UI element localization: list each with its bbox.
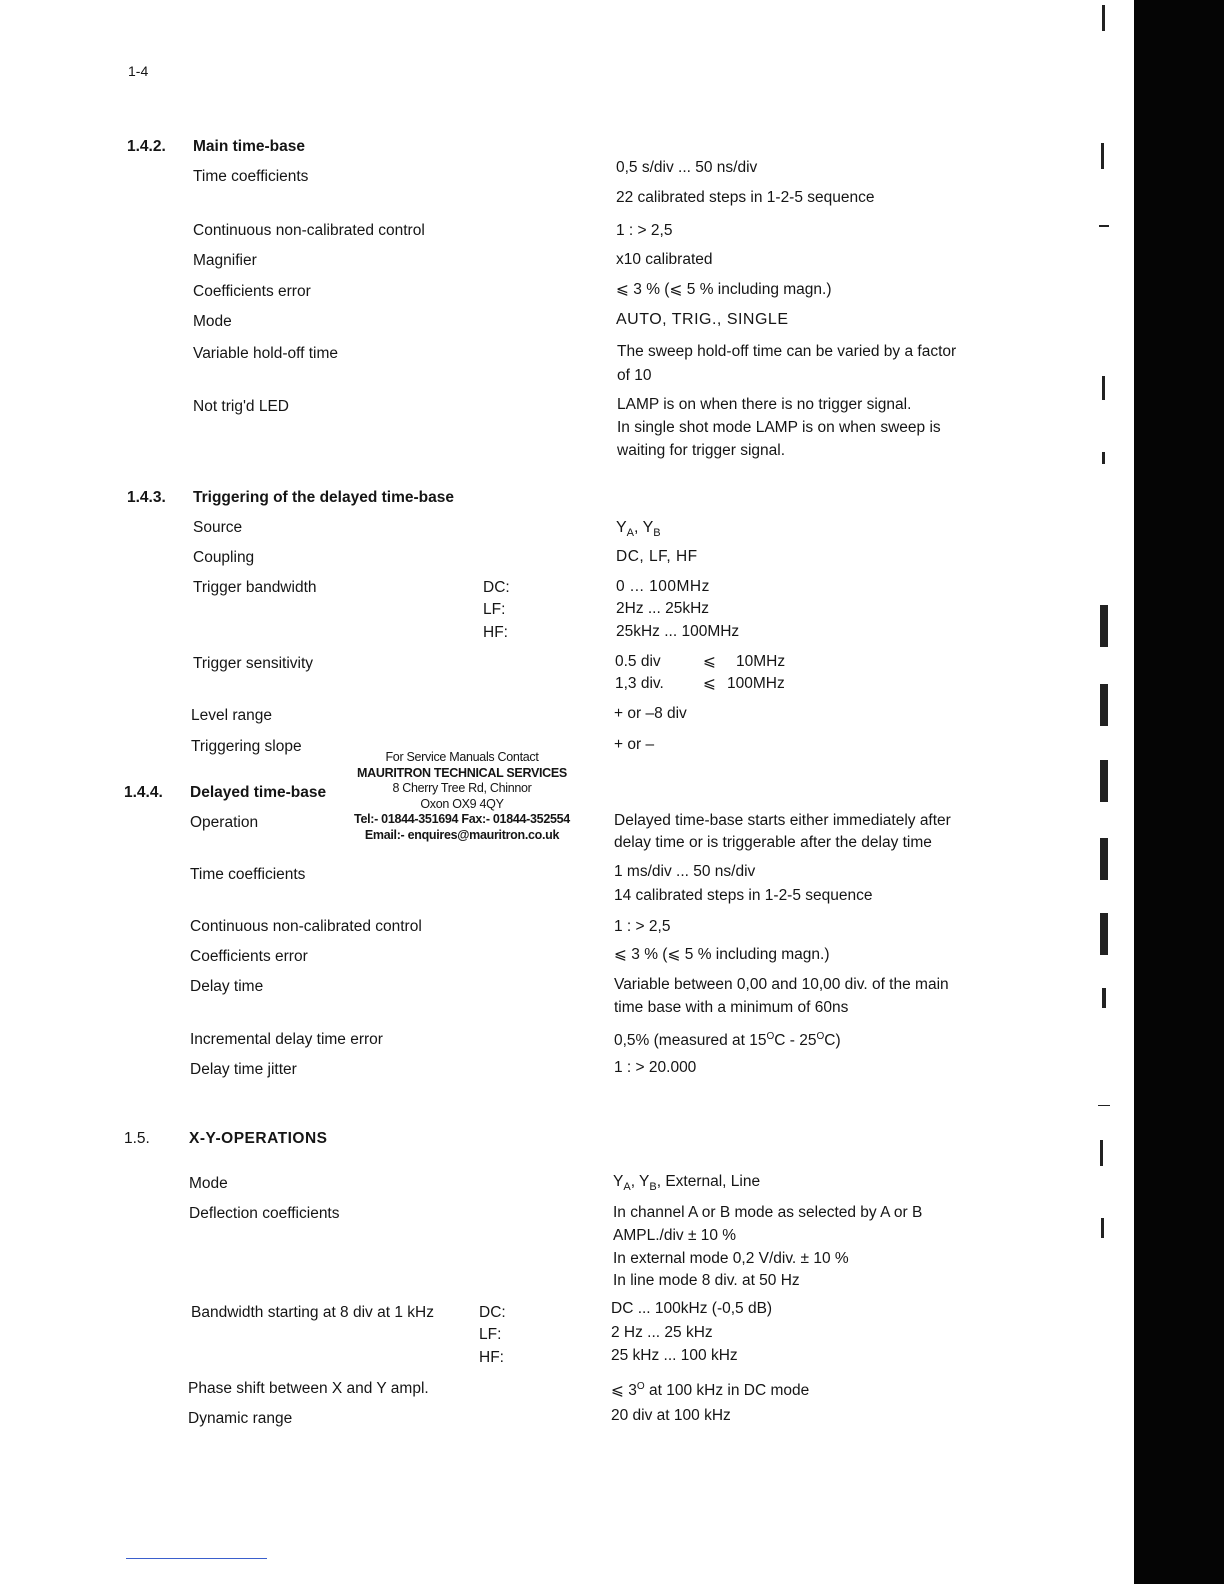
key-bw-hf: HF: [483, 624, 508, 641]
scan-mark [1100, 605, 1108, 647]
value-time-coefficients-range: 0,5 s/div ... 50 ns/div [616, 159, 758, 176]
label-delay-time-jitter: Delay time jitter [190, 1061, 297, 1078]
value-delayed-coefficients-error: ⩽ 3 % (⩽ 5 % including magn.) [614, 946, 830, 963]
scan-mark [1100, 760, 1108, 802]
value-coupling: DC, LF, HF [616, 548, 698, 565]
value-triggering-slope: + or – [614, 736, 655, 753]
label-delay-time: Delay time [190, 978, 264, 995]
value-sens-row1-symbol: ⩽ [703, 653, 716, 670]
label-mode: Mode [193, 313, 232, 330]
label-level-range: Level range [191, 707, 273, 724]
value-mode: AUTO, TRIG., SINGLE [616, 311, 789, 328]
scan-mark [1100, 684, 1108, 726]
label-phase-shift: Phase shift between X and Y ampl. [188, 1380, 429, 1397]
key-bw-lf: LF: [483, 601, 506, 618]
value-deflection-line1: In channel A or B mode as selected by A or B [613, 1204, 923, 1221]
label-triggering-slope: Triggering slope [191, 738, 302, 755]
value-xy-bw-dc: DC ... 100kHz (-0,5 dB) [611, 1300, 773, 1317]
section-number-1-5: 1.5. [124, 1130, 150, 1147]
value-sens-row2-freq: 100MHz [727, 675, 785, 692]
value-delay-time-jitter: 1 : > 20.000 [614, 1059, 697, 1076]
value-led-line1: LAMP is on when there is no trigger signal. [617, 396, 912, 413]
key-xy-bw-dc: DC: [479, 1304, 506, 1321]
label-trigger-bandwidth: Trigger bandwidth [193, 579, 317, 596]
value-phase-shift: ⩽ $3^O$ at 100 kHz in DC mode [611, 1381, 810, 1399]
value-led-line2: In single shot mode LAMP is on when sweep is [617, 419, 941, 436]
label-delayed-time-coefficients: Time coefficients [190, 866, 306, 883]
value-operation-line1: Delayed time-base starts either immediately after [614, 812, 951, 829]
service-contact-stamp [352, 750, 572, 843]
section-number-1-4-4: 1.4.4. [124, 784, 163, 801]
value-magnifier: x10 calibrated [616, 251, 713, 268]
contact-line-4: Oxon OX9 4QY [420, 796, 504, 811]
label-source: Source [193, 519, 243, 536]
value-sens-row1-div: 0.5 div [615, 653, 661, 670]
contact-line-6: Email:- enquires@mauritron.co.uk [364, 827, 560, 842]
scan-edge-bar [1134, 0, 1224, 1584]
value-holdoff-line1: The sweep hold-off time can be varied by a factor [617, 343, 957, 360]
footer-rule [126, 1558, 267, 1559]
value-delayed-tc-steps: 14 calibrated steps in 1-2-5 sequence [614, 887, 873, 904]
section-title-main-time-base: Main time-base [193, 138, 305, 155]
contact-line-1: For Service Manuals Contact [385, 750, 539, 764]
label-delayed-coefficients-error: Coefficients error [190, 948, 308, 965]
value-coefficients-error: ⩽ 3 % (⩽ 5 % including magn.) [616, 281, 832, 298]
label-incremental-delay-error: Incremental delay time error [190, 1031, 383, 1048]
section-title-triggering-delayed: Triggering of the delayed time-base [193, 489, 454, 506]
label-time-coefficients: Time coefficients [193, 168, 309, 185]
scan-mark [1100, 1140, 1103, 1166]
value-xy-bw-lf: 2 Hz ... 25 kHz [611, 1324, 713, 1341]
value-deflection-line4: In line mode 8 div. at 50 Hz [613, 1272, 800, 1289]
value-bw-dc: 0 ... 100MHz [616, 578, 710, 595]
label-dynamic-range: Dynamic range [188, 1410, 293, 1427]
scan-mark [1102, 452, 1105, 464]
value-delayed-continuous-control: 1 : > 2,5 [614, 918, 671, 935]
label-xy-bandwidth: Bandwidth starting at 8 div at 1 kHz [191, 1304, 434, 1321]
value-delay-time-line1: Variable between 0,00 and 10,00 div. of the main [614, 976, 949, 993]
scan-mark [1099, 225, 1109, 227]
scan-mark [1102, 5, 1105, 31]
label-operation: Operation [190, 814, 259, 831]
contact-line-2: MAURITRON TECHNICAL SERVICES [357, 765, 567, 780]
label-continuous-control: Continuous non-calibrated control [193, 222, 425, 239]
value-led-line3: waiting for trigger signal. [617, 442, 785, 459]
value-xy-mode: $Y_A$, $Y_B$, External, Line [613, 1173, 761, 1193]
scan-mark [1102, 988, 1106, 1008]
label-variable-holdoff: Variable hold-off time [193, 345, 339, 362]
value-continuous-control: 1 : > 2,5 [616, 222, 673, 239]
value-delay-time-line2: time base with a minimum of 60ns [614, 999, 849, 1016]
scan-mark [1101, 143, 1104, 169]
scan-mark [1098, 1105, 1110, 1106]
value-bw-lf: 2Hz ... 25kHz [616, 600, 710, 617]
value-delayed-tc-range: 1 ms/div ... 50 ns/div [614, 863, 756, 880]
section-title-xy-operations: X-Y-OPERATIONS [189, 1130, 328, 1147]
label-coupling: Coupling [193, 549, 255, 566]
key-xy-bw-hf: HF: [479, 1349, 504, 1366]
value-sens-row2-symbol: ⩽ [703, 675, 716, 692]
label-magnifier: Magnifier [193, 252, 257, 269]
section-title-delayed-time-base: Delayed time-base [190, 784, 327, 801]
page-number: 1-4 [128, 63, 149, 79]
value-time-coefficients-steps: 22 calibrated steps in 1-2-5 sequence [616, 189, 875, 206]
scan-mark [1100, 838, 1108, 880]
value-bw-hf: 25kHz ... 100MHz [616, 623, 740, 640]
label-coefficients-error: Coefficients error [193, 283, 311, 300]
value-source: $Y_A$, $Y_B$ [616, 519, 661, 539]
value-operation-line2: delay time or is triggerable after the delay time [614, 834, 932, 851]
value-level-range: + or –8 div [614, 705, 687, 722]
key-xy-bw-lf: LF: [479, 1326, 502, 1343]
label-trigger-sensitivity: Trigger sensitivity [193, 655, 314, 672]
label-xy-mode: Mode [189, 1175, 228, 1192]
label-deflection-coefficients: Deflection coefficients [189, 1205, 340, 1222]
contact-line-3: 8 Cherry Tree Rd, Chinnor [392, 781, 532, 795]
value-dynamic-range: 20 div at 100 kHz [611, 1407, 731, 1424]
key-bw-dc: DC: [483, 579, 510, 596]
value-xy-bw-hf: 25 kHz ... 100 kHz [611, 1347, 738, 1364]
scan-mark [1100, 913, 1108, 955]
value-holdoff-line2: of 10 [617, 367, 652, 384]
scan-mark [1101, 1218, 1104, 1238]
value-sens-row1-freq: 10MHz [736, 653, 786, 670]
section-number-1-4-3: 1.4.3. [127, 489, 166, 506]
scan-mark [1102, 376, 1105, 400]
value-incremental-delay-error: 0,5% (measured at $15^OC - 25^OC$) [614, 1031, 841, 1049]
label-not-trigd-led: Not trig'd LED [193, 398, 289, 415]
section-number-1-4-2: 1.4.2. [127, 138, 166, 155]
value-deflection-line2: AMPL./div ± 10 % [613, 1227, 737, 1244]
value-deflection-line3: In external mode 0,2 V/div. ± 10 % [613, 1250, 849, 1267]
contact-line-5: Tel:- 01844-351694 Fax:- 01844-352554 [354, 812, 570, 826]
label-delayed-continuous-control: Continuous non-calibrated control [190, 918, 422, 935]
value-sens-row2-div: 1,3 div. [615, 675, 664, 692]
